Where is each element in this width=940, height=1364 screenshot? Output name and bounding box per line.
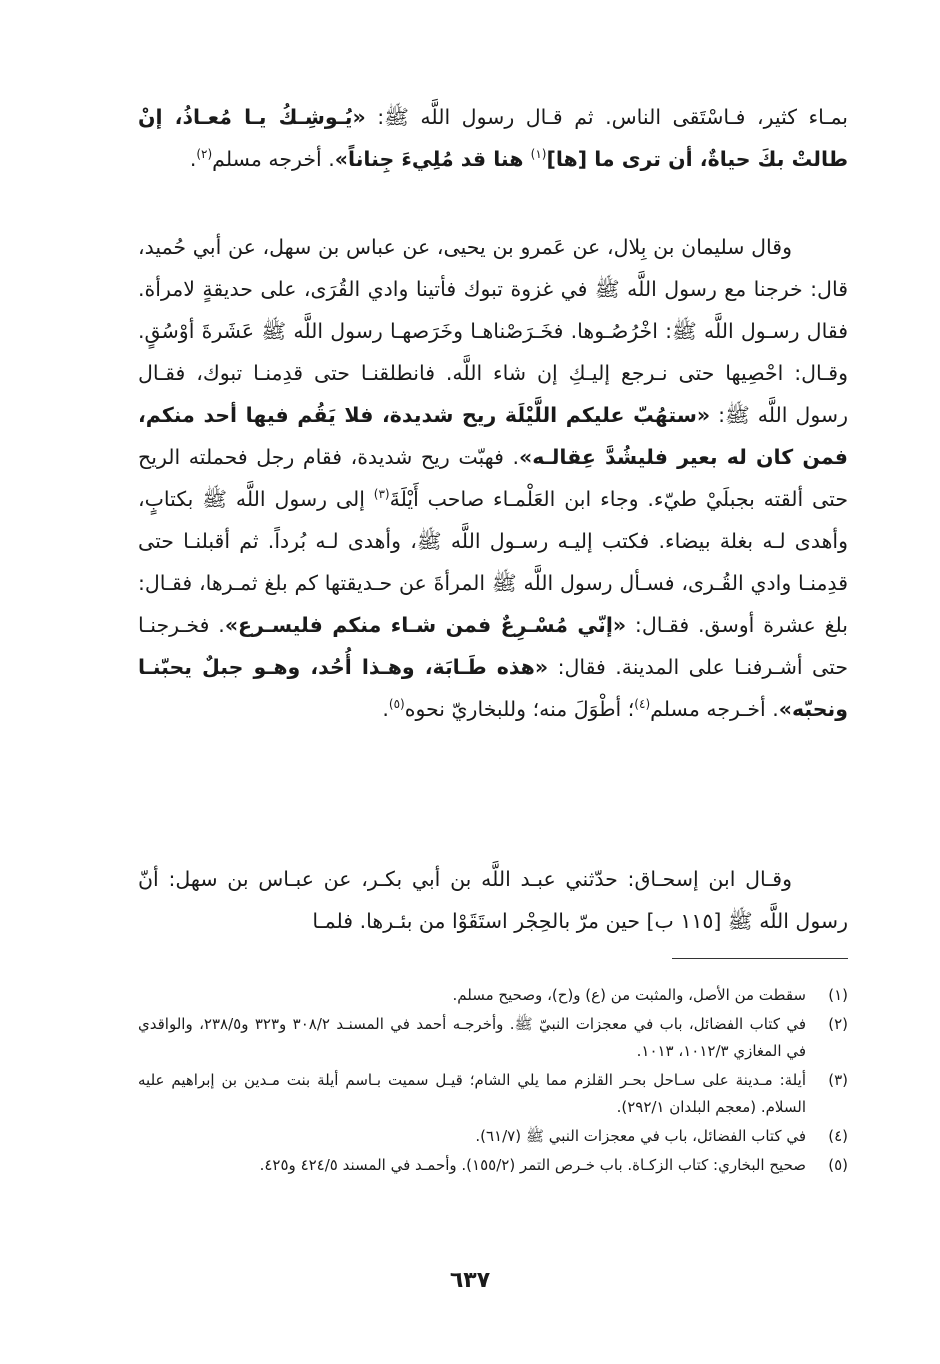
p1-text-1: بمـاء كثير، فـاسْتَقى الناس. ثم قـال رسول اللَّه ﷺ:: [365, 105, 848, 129]
p2-hadith-quote-1: «ستهُبّ عليكم اللَّيْلَة ريح شديدة، فلا يَقُم فيها أحد منكم، فمن كان له بعير فليشُدَّ عِقالـه»: [138, 403, 848, 469]
p2-hadith-quote-2: «إنّي مُسْـرِعٌ فمن شـاء منكم فليسـرع»: [224, 613, 627, 637]
p2-text-1: وقال سليمان بن بِلال، عن عَمرو بن يحيى، عن عباس بن سهل، عن أبي حُميد، قال: خرجنا مع رسول اللَّه ﷺ في غزوة تبوك فأتينا وادي القُرَى، على حديقةٍ لامرأة. فقال رسـول اللَّه ﷺ: اخْرُصُـوها. فخَـرَصْناهـا وخَرَصهـا رسول اللَّه ﷺ عَشَرةَ أوْسُقٍ. وقـال: احْصِيها حتى نـرجع إليـكِ إن شاء اللَّه. فانطلقنـا حتى قدِمنـا تبوك، فقـال رسول اللَّه ﷺ:: [138, 235, 848, 427]
p2-text-4: . فخـرجنـا حتى أشـرفنـا على المدينة. فقال:: [138, 613, 848, 679]
p2-text-6: ؛ أطْوَلَ منه؛ وللبخاريّ نحوه: [404, 697, 635, 721]
p2-hadith-quote-3: «هذه طَـابَة، وهـذا أُحُد، وهـو جبلٌ يحبّنـا ونحبّه»: [138, 655, 848, 721]
footnote-text: في كتاب الفضائل، باب في معجزات النبيّ ﷺ. وأخرجـه أحمد في المسنـد ٣٠٨/٢ و٣٢٣ و٢٣٨/٥، والواقدي في المغازي ١٠١٢/٣، ١٠١٣.: [138, 1015, 807, 1060]
paragraph-1: [138, 96, 848, 180]
p2-text-3: إلى رسول اللَّه ﷺ بكتابٍ، وأهدى لـه بغلة بيضاء. فكتب إليـه رسـول اللَّه ﷺ، وأهدى لـه بُرداً. ثم أقبلنـا حتى قدِمنـا وادي القُـرى، فسـأل رسول اللَّه ﷺ المرأةَ عن حـديقتها كم بلغ ثمـرها، فقـال: بلغ عشرة أوسق. فقـال:: [138, 487, 848, 637]
footnotes-list: [138, 982, 848, 1181]
footnote-1: [138, 982, 848, 1009]
p1-footnote-ref-2[interactable]: (٢): [196, 147, 213, 162]
footnote-text: سقطت من الأصل، والمثبت من (ع) و(ح)، وصحيح مسلم.: [452, 986, 806, 1004]
p2-text-5: . أخـرجه مسلم: [650, 697, 779, 721]
paragraph-3: [138, 858, 848, 942]
footnote-4: [138, 1123, 848, 1150]
p1-footnote-ref-1[interactable]: (١): [530, 147, 547, 162]
p2-footnote-ref-5[interactable]: (٥): [388, 697, 405, 712]
footnote-number: (٥): [828, 1156, 848, 1174]
p1-hadith-quote-2: هنا قد مُلِيءَ جِناناً»: [334, 147, 531, 171]
footnote-2: [138, 1011, 848, 1065]
footnote-number: (٣): [828, 1071, 848, 1089]
footnote-separator: [672, 958, 848, 959]
p2-footnote-ref-3[interactable]: (٣): [373, 487, 390, 502]
p2-text-2: . فهبّت ريح شديدة، فقام رجل فحملته الريح حتى ألقته بجبلَيْ طيّء. وجاء ابن العَلْمـاء صاحب أَيْلَةَ: [138, 445, 848, 511]
p2-footnote-ref-4[interactable]: (٤): [634, 697, 651, 712]
footnote-number: (٢): [828, 1015, 848, 1033]
p3-text-1: وقـال ابن إسحـاق: حدّثني عبـد اللَّه بن أبي بكـر، عن عبـاس بن سهل: أنّ رسول اللَّه ﷺ [١١٥ ب] حين مرّ بالحِجْر استَقَوْا من بئـرها. فلمـا: [138, 867, 848, 933]
footnote-5: [138, 1152, 848, 1179]
paragraph-2: [138, 226, 848, 730]
footnote-text: صحيح البخاري: كتاب الزكـاة. باب خـرص التمر (١٥٥/٢). وأحمـد في المسند ٤٢٤/٥ و٤٢٥.: [259, 1156, 806, 1174]
page-number: ٦٣٧: [449, 1268, 491, 1293]
footnote-number: (٤): [828, 1127, 848, 1145]
footnote-3: [138, 1067, 848, 1121]
p2-text-7: .: [382, 697, 389, 721]
footnote-number: (١): [828, 986, 848, 1004]
p1-hadith-quote-1: «يُـوشِـكُ يـا مُعـاذُ، إنْ طالتْ بكَ حياةٌ، أن ترى ما [ها]: [138, 105, 848, 171]
footnote-text: أيلة: مـدينة على سـاحل بحـر القلزم مما يلي الشام؛ قيـل سميت بـاسم أيلة بنت مـدين بن إبراهيم عليه السلام. (معجم البلدان ٢٩٢/١).: [138, 1071, 806, 1116]
p1-text-2: . أخرجه مسلم: [212, 147, 335, 171]
footnote-text: في كتاب الفضائل، باب في معجزات النبي ﷺ (٦١/٧).: [475, 1127, 806, 1145]
p1-text-3: .: [189, 147, 197, 171]
